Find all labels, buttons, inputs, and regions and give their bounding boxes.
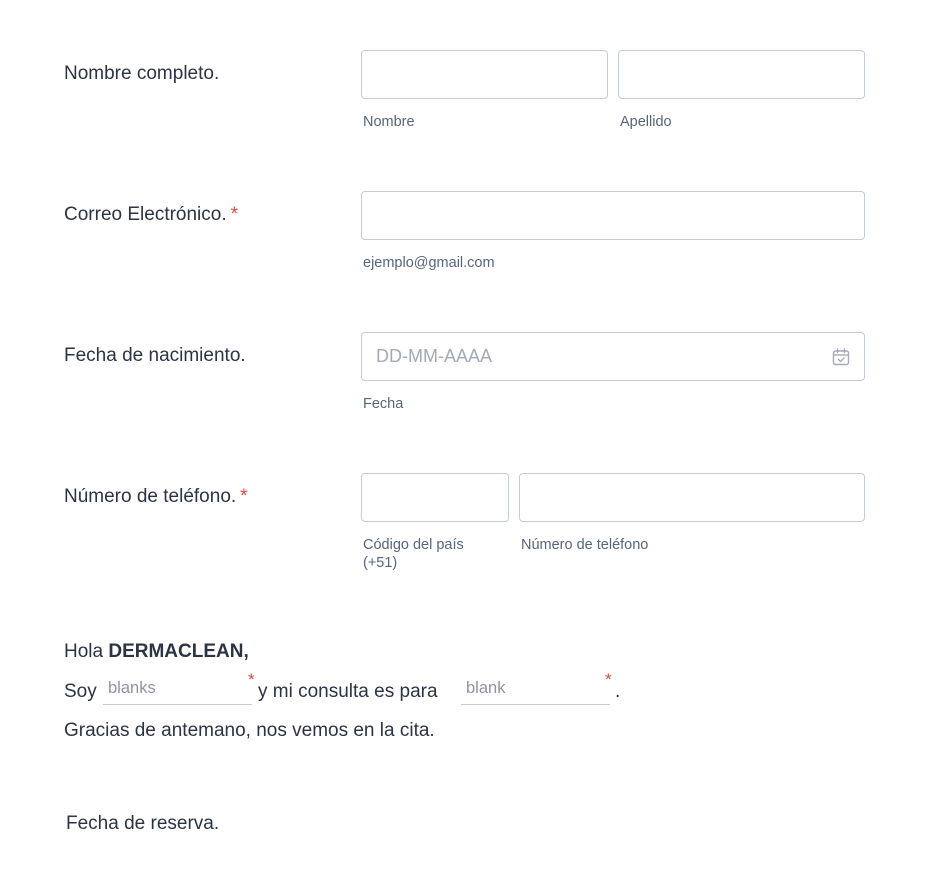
full-name-label-text: Nombre completo. — [64, 63, 220, 84]
country-code-sublabel — [363, 536, 464, 572]
birth-date-sublabel: Fecha — [363, 396, 404, 412]
phone-label-text: Número de teléfono. — [64, 486, 237, 507]
phone-required-mark: * — [240, 486, 248, 507]
email-input[interactable] — [361, 191, 865, 240]
name-blank-input[interactable] — [103, 677, 252, 705]
greeting-text: Hola — [64, 641, 109, 662]
country-code-sublabel-line2: (+51) — [363, 555, 398, 571]
country-code-input[interactable] — [361, 473, 509, 522]
name-blank-placeholder: blanks — [108, 679, 156, 697]
email-sublabel: ejemplo@gmail.com — [363, 255, 495, 271]
first-name-sublabel: Nombre — [363, 114, 415, 130]
first-name-input[interactable] — [361, 50, 608, 99]
booking-date-label-text: Fecha de reserva. — [66, 813, 220, 834]
phone-label — [64, 486, 248, 508]
birth-date-label — [64, 345, 246, 367]
greeting-name: DERMACLEAN, — [108, 641, 249, 662]
country-code-sublabel-line1: Código del país — [363, 537, 464, 553]
birth-date-label-text: Fecha de nacimiento. — [64, 345, 246, 366]
reason-blank-required-mark: * — [605, 670, 612, 689]
line2-end: . — [615, 681, 621, 702]
phone-number-input[interactable] — [519, 473, 865, 522]
birth-date-placeholder: DD-MM-AAAA — [376, 346, 492, 366]
email-label-text: Correo Electrónico. — [64, 204, 227, 225]
full-name-label — [64, 63, 219, 85]
email-required-mark: * — [230, 204, 239, 225]
phone-number-sublabel: Número de teléfono — [521, 537, 649, 553]
line2-start: Soy — [64, 681, 97, 702]
calendar-icon[interactable] — [832, 348, 850, 366]
last-name-input[interactable] — [618, 50, 865, 99]
birth-date-input[interactable] — [361, 332, 865, 381]
email-label — [64, 204, 238, 226]
name-blank-required-mark: * — [248, 670, 255, 689]
line2-middle: y mi consulta es para — [258, 681, 438, 702]
greeting-line — [64, 641, 249, 663]
booking-date-label — [66, 813, 219, 835]
reason-blank-input[interactable] — [461, 677, 610, 705]
closing-line: Gracias de antemano, nos vemos en la cita. — [64, 720, 435, 741]
reason-blank-placeholder: blank — [466, 679, 506, 697]
last-name-sublabel: Apellido — [620, 114, 672, 130]
